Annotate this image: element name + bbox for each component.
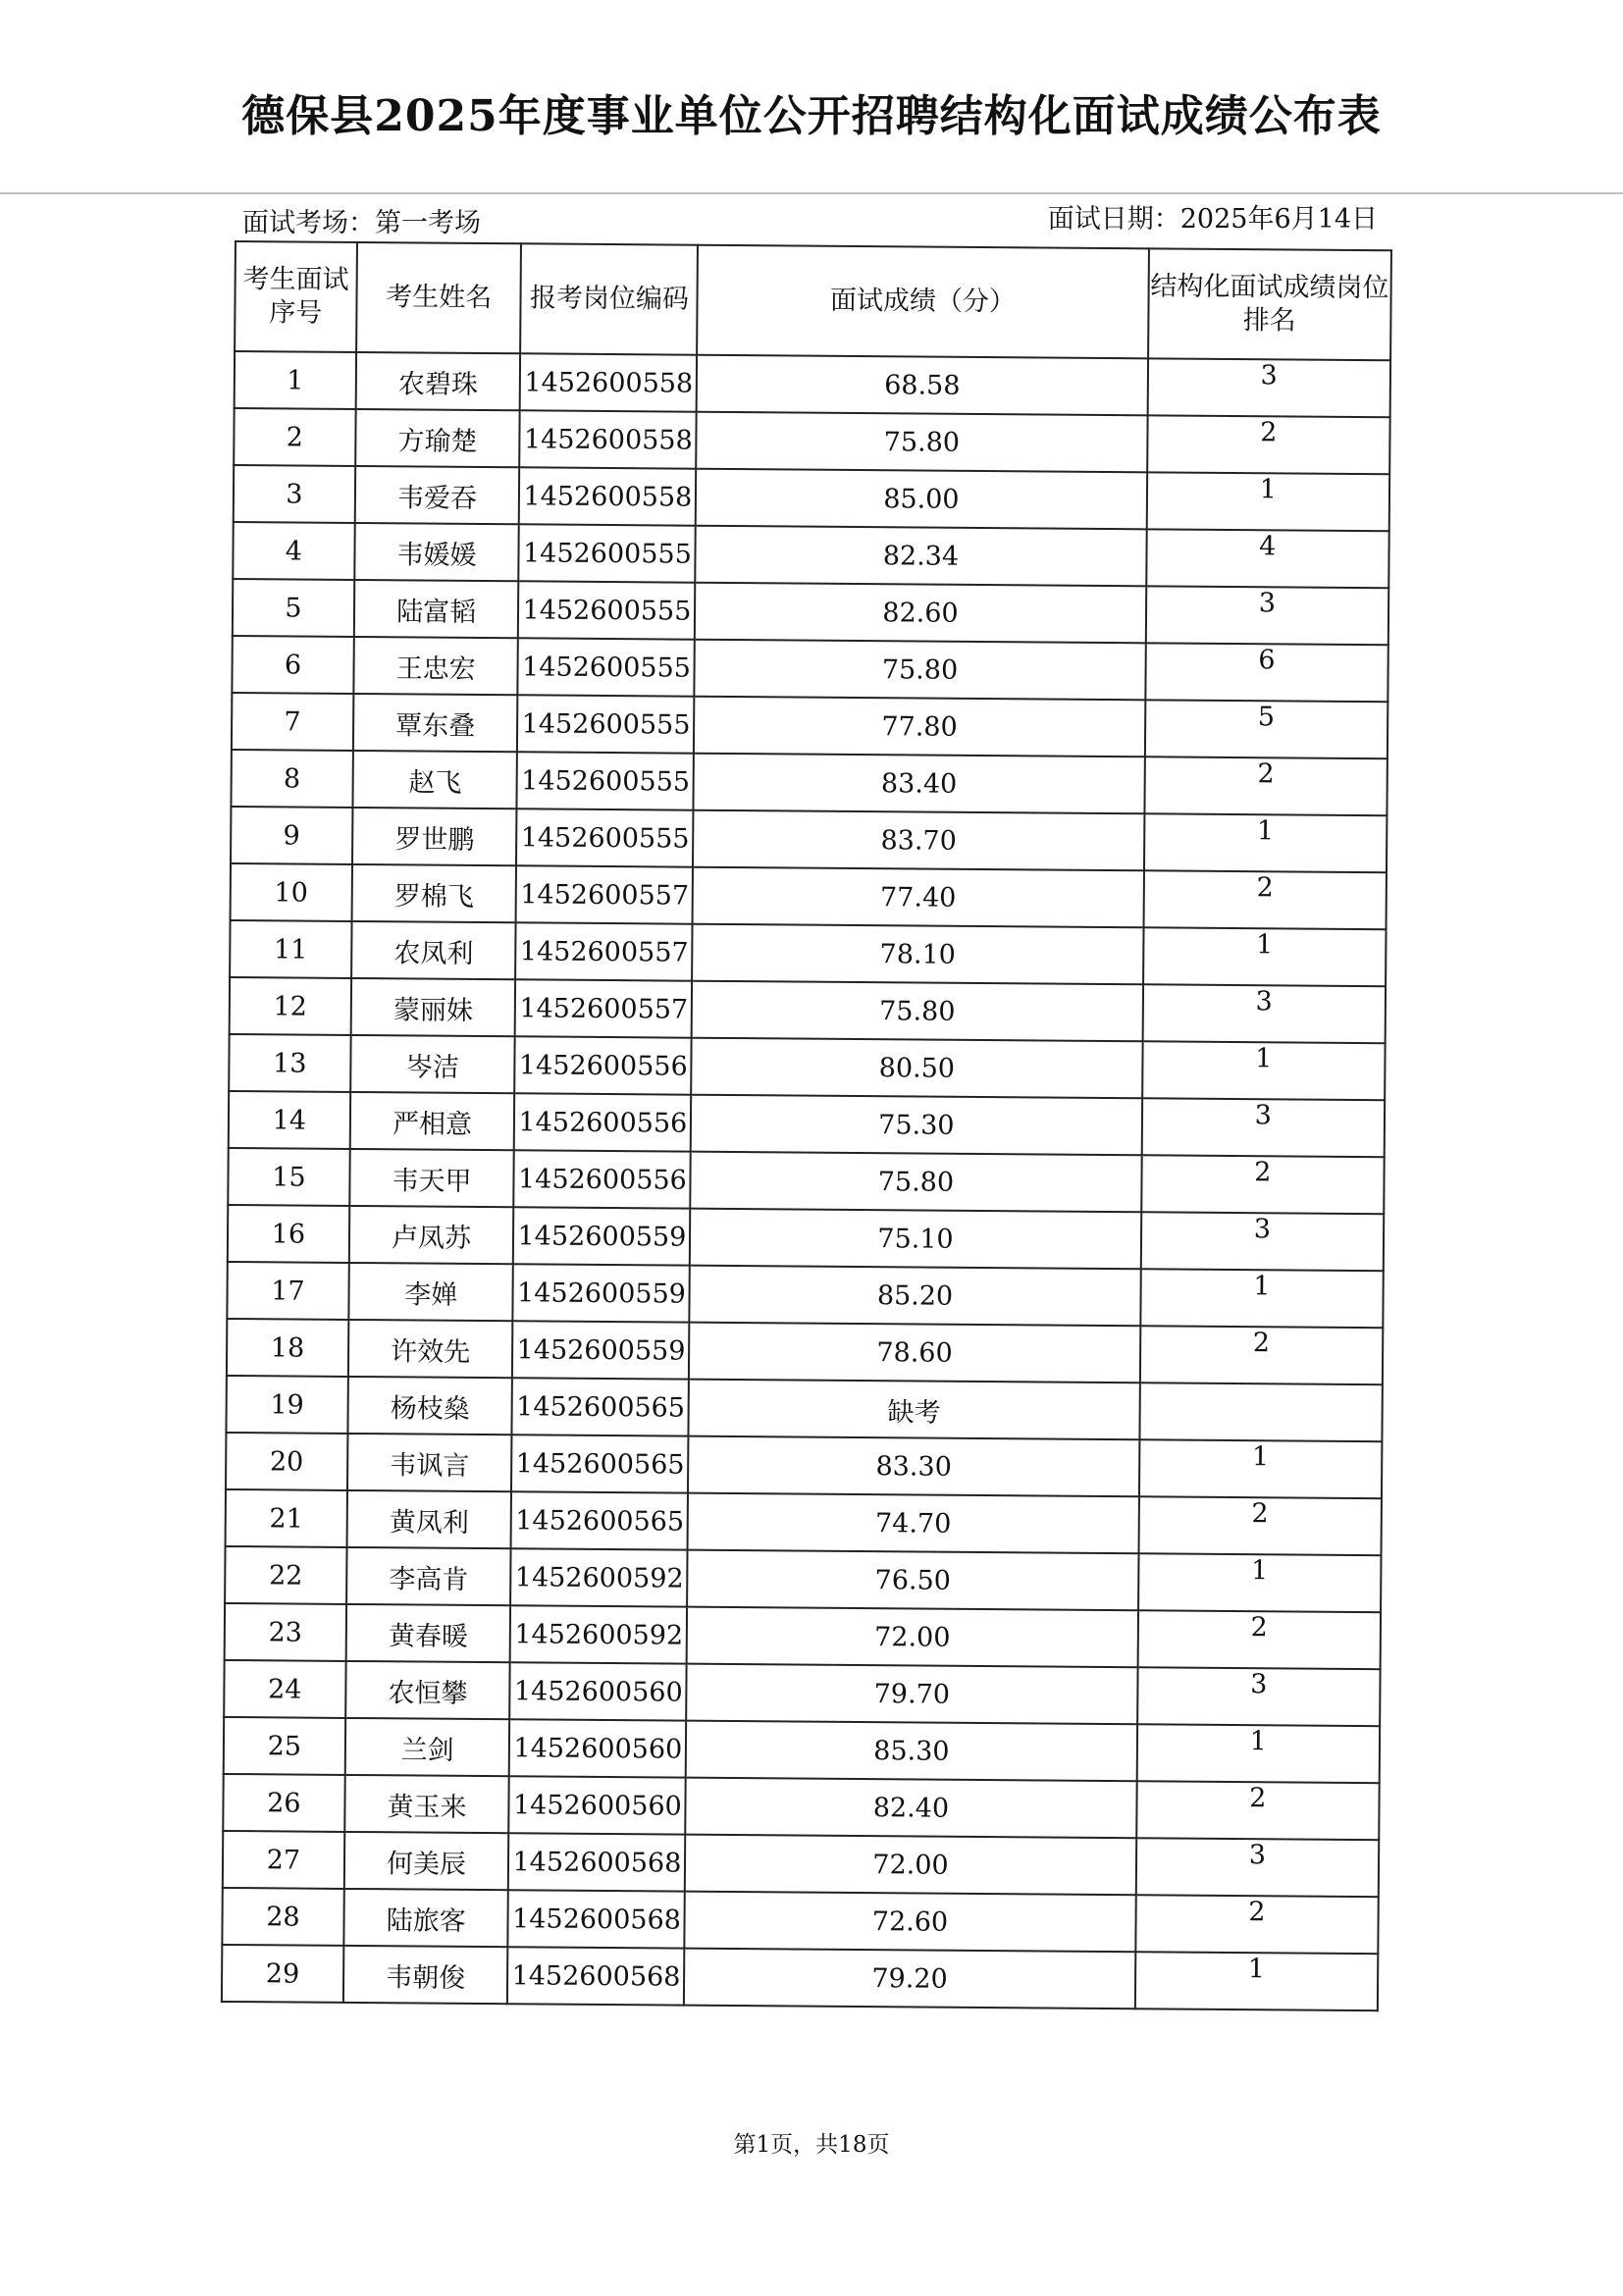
cell-rank: 1 — [1142, 1041, 1386, 1100]
cell-rank: 2 — [1147, 415, 1390, 474]
header-seq: 考生面试序号 — [235, 241, 357, 352]
table-row — [223, 1774, 1379, 1840]
cell-name: 农凤利 — [351, 921, 516, 979]
table-row — [226, 1489, 1382, 1555]
table-row — [231, 750, 1387, 815]
cell-rank: 3 — [1141, 1098, 1385, 1157]
table-row — [222, 1888, 1378, 1954]
cell-rank: 3 — [1147, 358, 1390, 417]
cell-post-code: 1452600555 — [518, 581, 695, 639]
cell-seq: 10 — [231, 863, 352, 921]
table-row — [227, 1319, 1383, 1384]
cell-rank: 1 — [1136, 1724, 1380, 1783]
cell-seq: 5 — [233, 579, 354, 637]
cell-rank: 2 — [1139, 1326, 1383, 1384]
cell-rank: 2 — [1137, 1610, 1381, 1669]
cell-rank: 3 — [1145, 586, 1388, 645]
cell-name: 王忠宏 — [353, 637, 518, 695]
cell-name: 卢凤苏 — [349, 1206, 514, 1264]
cell-name: 黄春暖 — [345, 1604, 510, 1662]
cell-score: 75.80 — [697, 412, 1148, 473]
cell-rank: 1 — [1138, 1439, 1382, 1498]
cell-post-code: 1452600592 — [510, 1605, 687, 1663]
table-row — [224, 1717, 1380, 1783]
cell-rank: 3 — [1140, 1212, 1384, 1271]
cell-post-code: 1452600559 — [513, 1264, 690, 1322]
table-row — [233, 522, 1388, 588]
cell-rank: 3 — [1135, 1838, 1379, 1897]
cell-post-code: 1452600568 — [508, 1890, 685, 1948]
cell-seq: 19 — [226, 1376, 347, 1434]
cell-seq: 23 — [225, 1603, 346, 1661]
cell-rank: 2 — [1144, 757, 1387, 815]
cell-post-code: 1452600568 — [508, 1833, 685, 1891]
cell-post-code: 1452600565 — [512, 1378, 689, 1435]
cell-post-code: 1452600560 — [509, 1719, 686, 1777]
table-row — [226, 1376, 1382, 1441]
cell-seq: 17 — [227, 1262, 348, 1320]
cell-score: 78.60 — [689, 1323, 1140, 1383]
cell-name: 蒙丽妹 — [350, 978, 515, 1036]
cell-rank: 2 — [1135, 1895, 1379, 1954]
cell-name: 韦讽言 — [347, 1434, 512, 1491]
cell-score: 85.00 — [696, 469, 1147, 530]
table-row — [228, 1148, 1384, 1214]
cell-rank — [1139, 1383, 1383, 1441]
cell-rank: 4 — [1146, 529, 1389, 588]
cell-rank: 3 — [1142, 984, 1386, 1043]
cell-seq: 14 — [229, 1091, 350, 1149]
cell-seq: 7 — [232, 693, 353, 751]
cell-seq: 21 — [226, 1489, 347, 1547]
cell-name: 罗世鹏 — [352, 808, 517, 865]
cell-score: 83.30 — [688, 1436, 1139, 1497]
cell-post-code: 1452600556 — [514, 1093, 691, 1151]
cell-name: 赵飞 — [352, 751, 517, 809]
cell-post-code: 1452600555 — [518, 638, 695, 696]
cell-post-code: 1452600558 — [519, 467, 696, 525]
header-post-code: 报考岗位编码 — [521, 243, 699, 354]
cell-score: 75.80 — [691, 1152, 1142, 1213]
table-row — [235, 351, 1390, 417]
cell-name: 李高肯 — [346, 1547, 511, 1605]
cell-score: 79.20 — [684, 1949, 1135, 2009]
table-row — [230, 977, 1386, 1043]
table-row — [227, 1262, 1383, 1328]
header-name: 考生姓名 — [356, 242, 522, 353]
table-row — [232, 636, 1387, 702]
cell-seq: 12 — [230, 977, 351, 1035]
cell-post-code: 1452600557 — [515, 979, 692, 1037]
cell-seq: 3 — [234, 465, 355, 523]
table-row — [229, 1091, 1385, 1157]
cell-post-code: 1452600560 — [509, 1776, 686, 1834]
cell-rank: 1 — [1134, 1952, 1378, 2010]
cell-post-code: 1452600565 — [511, 1491, 688, 1549]
cell-post-code: 1452600568 — [507, 1947, 684, 2005]
cell-score: 82.60 — [695, 583, 1146, 644]
cell-seq: 1 — [235, 351, 356, 409]
cell-rank: 5 — [1144, 700, 1387, 758]
cell-seq: 25 — [224, 1717, 345, 1775]
cell-name: 黄玉来 — [344, 1775, 509, 1833]
cell-score: 85.30 — [686, 1721, 1137, 1782]
page-footer: 第1页，共18页 — [733, 2132, 890, 2158]
cell-seq: 4 — [233, 522, 354, 580]
cell-seq: 29 — [222, 1945, 343, 2003]
cell-name: 陆富韬 — [354, 580, 519, 638]
table-row — [225, 1603, 1381, 1669]
cell-rank: 1 — [1140, 1269, 1384, 1328]
header-divider — [0, 192, 1623, 194]
table-row — [232, 693, 1387, 758]
cell-score: 75.80 — [695, 640, 1146, 701]
cell-post-code: 1452600556 — [515, 1036, 692, 1094]
table-row — [234, 465, 1389, 531]
cell-name: 李婵 — [348, 1263, 513, 1321]
cell-name: 罗棉飞 — [351, 864, 516, 922]
page-title: 德保县2025年度事业单位公开招聘结构化面试成绩公布表 — [241, 91, 1382, 141]
table-header-row — [235, 241, 1391, 360]
cell-post-code: 1452600560 — [510, 1662, 687, 1720]
cell-score: 74.70 — [688, 1493, 1139, 1554]
cell-name: 何美辰 — [344, 1832, 509, 1890]
cell-name: 覃东叠 — [353, 694, 518, 752]
table-row — [231, 863, 1387, 929]
cell-post-code: 1452600557 — [516, 865, 693, 923]
cell-name: 韦朝俊 — [343, 1946, 508, 2004]
cell-name: 农碧珠 — [355, 352, 520, 410]
cell-name: 方瑜楚 — [355, 409, 520, 467]
cell-name: 杨枝燊 — [347, 1377, 512, 1435]
cell-rank: 1 — [1143, 813, 1387, 872]
cell-seq: 15 — [228, 1148, 349, 1206]
cell-seq: 20 — [226, 1433, 347, 1490]
cell-score: 缺考 — [689, 1380, 1140, 1440]
cell-rank: 2 — [1141, 1155, 1385, 1214]
cell-rank: 1 — [1146, 472, 1389, 531]
cell-seq: 28 — [222, 1888, 343, 1946]
cell-name: 严相意 — [350, 1092, 515, 1150]
cell-name: 韦天甲 — [349, 1149, 514, 1207]
cell-rank: 6 — [1145, 643, 1388, 702]
cell-post-code: 1452600558 — [520, 410, 697, 468]
cell-post-code: 1452600558 — [520, 353, 697, 411]
table-row — [231, 807, 1387, 872]
cell-rank: 3 — [1137, 1667, 1381, 1726]
exam-date: 面试日期：2025年6月14日 — [1047, 204, 1378, 235]
cell-rank: 2 — [1143, 870, 1387, 929]
cell-name: 陆旅客 — [343, 1889, 508, 1947]
table-row — [230, 920, 1386, 986]
table-row — [223, 1831, 1379, 1897]
cell-seq: 22 — [225, 1546, 346, 1604]
cell-score: 72.00 — [687, 1607, 1138, 1668]
cell-rank: 2 — [1136, 1781, 1380, 1840]
header-score: 面试成绩（分） — [698, 245, 1149, 359]
cell-name: 岑洁 — [350, 1035, 515, 1093]
table-row — [229, 1034, 1385, 1100]
cell-score: 83.40 — [694, 754, 1145, 814]
cell-name: 韦爱吞 — [355, 466, 520, 524]
cell-name: 农恒攀 — [345, 1661, 510, 1719]
cell-score: 75.80 — [692, 981, 1143, 1042]
cell-score: 68.58 — [697, 355, 1148, 416]
cell-score: 79.70 — [687, 1664, 1138, 1725]
cell-rank: 1 — [1143, 927, 1387, 986]
cell-post-code: 1452600555 — [519, 524, 696, 582]
cell-post-code: 1452600555 — [517, 695, 694, 753]
table-row — [224, 1660, 1380, 1726]
cell-name: 黄凤利 — [346, 1490, 511, 1548]
cell-post-code: 1452600565 — [511, 1435, 688, 1492]
header-rank: 结构化面试成绩岗位排名 — [1148, 248, 1391, 360]
cell-post-code: 1452600559 — [512, 1321, 689, 1379]
cell-seq: 11 — [230, 920, 351, 978]
cell-score: 78.10 — [693, 924, 1144, 985]
table-body — [222, 351, 1390, 2010]
cell-name: 许效先 — [348, 1320, 513, 1378]
table-row — [234, 408, 1389, 474]
cell-rank: 2 — [1138, 1496, 1382, 1555]
cell-seq: 18 — [227, 1319, 348, 1377]
cell-seq: 24 — [224, 1660, 345, 1718]
exam-venue: 面试考场：第一考场 — [242, 208, 481, 238]
table-row — [233, 579, 1388, 645]
cell-score: 77.40 — [693, 867, 1144, 928]
cell-score: 82.34 — [696, 526, 1147, 587]
cell-name: 韦媛媛 — [354, 523, 519, 581]
cell-seq: 27 — [223, 1831, 344, 1889]
cell-seq: 6 — [232, 636, 353, 694]
cell-seq: 9 — [231, 807, 352, 864]
table-row — [226, 1433, 1382, 1498]
table-row — [225, 1546, 1381, 1612]
table-row — [228, 1205, 1384, 1271]
cell-post-code: 1452600555 — [517, 752, 694, 809]
cell-post-code: 1452600559 — [513, 1207, 690, 1265]
table-row — [222, 1945, 1378, 2010]
cell-score: 75.30 — [691, 1095, 1142, 1156]
cell-score: 85.20 — [690, 1266, 1141, 1327]
cell-score: 82.40 — [686, 1778, 1137, 1839]
cell-score: 72.00 — [685, 1835, 1136, 1896]
cell-score: 80.50 — [692, 1038, 1143, 1099]
cell-post-code: 1452600592 — [511, 1548, 688, 1606]
cell-score: 72.60 — [685, 1892, 1136, 1953]
cell-post-code: 1452600555 — [516, 809, 693, 866]
cell-score: 76.50 — [687, 1550, 1138, 1611]
cell-score: 75.10 — [690, 1209, 1141, 1270]
cell-seq: 2 — [234, 408, 355, 466]
cell-seq: 13 — [229, 1034, 350, 1092]
cell-seq: 26 — [223, 1774, 344, 1832]
cell-seq: 16 — [228, 1205, 349, 1263]
cell-post-code: 1452600557 — [516, 922, 693, 980]
cell-score: 77.80 — [694, 697, 1145, 757]
cell-seq: 8 — [231, 750, 352, 808]
cell-post-code: 1452600556 — [514, 1150, 691, 1208]
cell-name: 兰剑 — [345, 1718, 510, 1776]
cell-rank: 1 — [1138, 1553, 1382, 1612]
cell-score: 83.70 — [693, 810, 1144, 871]
score-table — [221, 240, 1392, 2011]
